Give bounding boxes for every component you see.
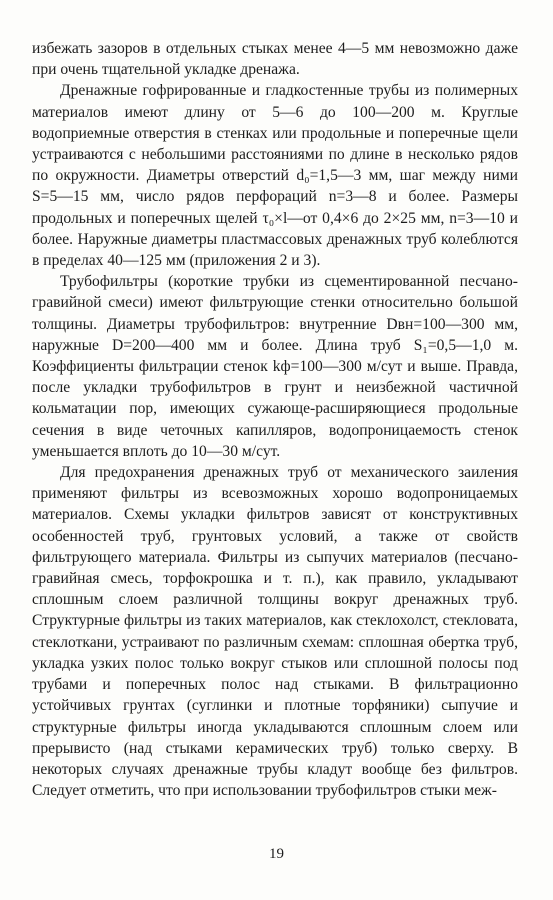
body-text	[32, 38, 518, 801]
paragraph-filter-protection: Для предохранения дренажных труб от механического заиления применяют фильтры из всевозможных хорошо водопроницаемых материалов. Схемы укладки фильтров зависят от конструктивных особенностей труб, грунтовых условий, а также от свойств фильтрующего материала. Фильтры из сыпучих материалов (песчано-гравийная смесь, торфокрошка и т. п.), как правило, укладывают сплошным слоем различной толщины вокруг дренажных труб. Структурные фильтры из таких материалов, как стеклохолст, стекловата, стеклоткани, устраивают по различным схемам: сплошная обертка труб, укладка узких полос только вокруг стыков или сплошной полосы под трубами и поперечных полос над стыками. В фильтрационно устойчивых грунтах (суглинки и плотные торфяники) сыпучие и структурные фильтры иногда укладываются сплошным слоем или прерывисто (над стыками керамических труб) только сверху. В некоторых случаях дренажные трубы кладут вообще без фильтров. Следует отметить, что при использовании трубофильтров стыки меж-	[32, 464, 518, 800]
paragraph-polymer-pipes: Дренажные гофрированные и гладкостенные трубы из полимерных материалов имеют длину от 5—6 до 100—200 м. Круглые водоприемные отверстия в стенках или продольные и поперечные щели устраиваются с небольшими расстояниями по длине в несколько рядов по окружности. Диаметры отверстий d₀=1,5—3 мм, шаг между ними S=5—15 мм, число рядов перфораций n=3—8 и более. Размеры продольных и поперечных щелей τ₀×l—от 0,4×6 до 2×25 мм, n=3—10 и более. Наружные диаметры пластмассовых дренажных труб колеблются в пределах 40—125 мм (приложения 2 и 3).	[32, 82, 518, 270]
paragraph-pipe-filters: Трубофильтры (короткие трубки из сцементированной песчано-гравийной смеси) имеют фильтрующие стенки относительно большой толщины. Диаметры трубофильтров: внутренние Dвн=100—300 мм, наружные D=200—400 мм и более. Длина труб S₁=0,5—1,0 м. Коэффициенты фильтрации стенок kф=100—300 м/сут и выше. Правда, после укладки трубофильтров в грунт и неизбежной частичной кольматации пор, имеющих сужающе-расширяющиеся продольные сечения в виде четочных капилляров, водопроницаемость стенок уменьшается вплоть до 10—30 м/сут.	[32, 273, 518, 460]
paragraph-continuation: избежать зазоров в отдельных стыках менее 4—5 мм невозможно даже при очень тщательной укладке дренажа.	[32, 40, 518, 79]
page-number: 19	[269, 846, 284, 862]
